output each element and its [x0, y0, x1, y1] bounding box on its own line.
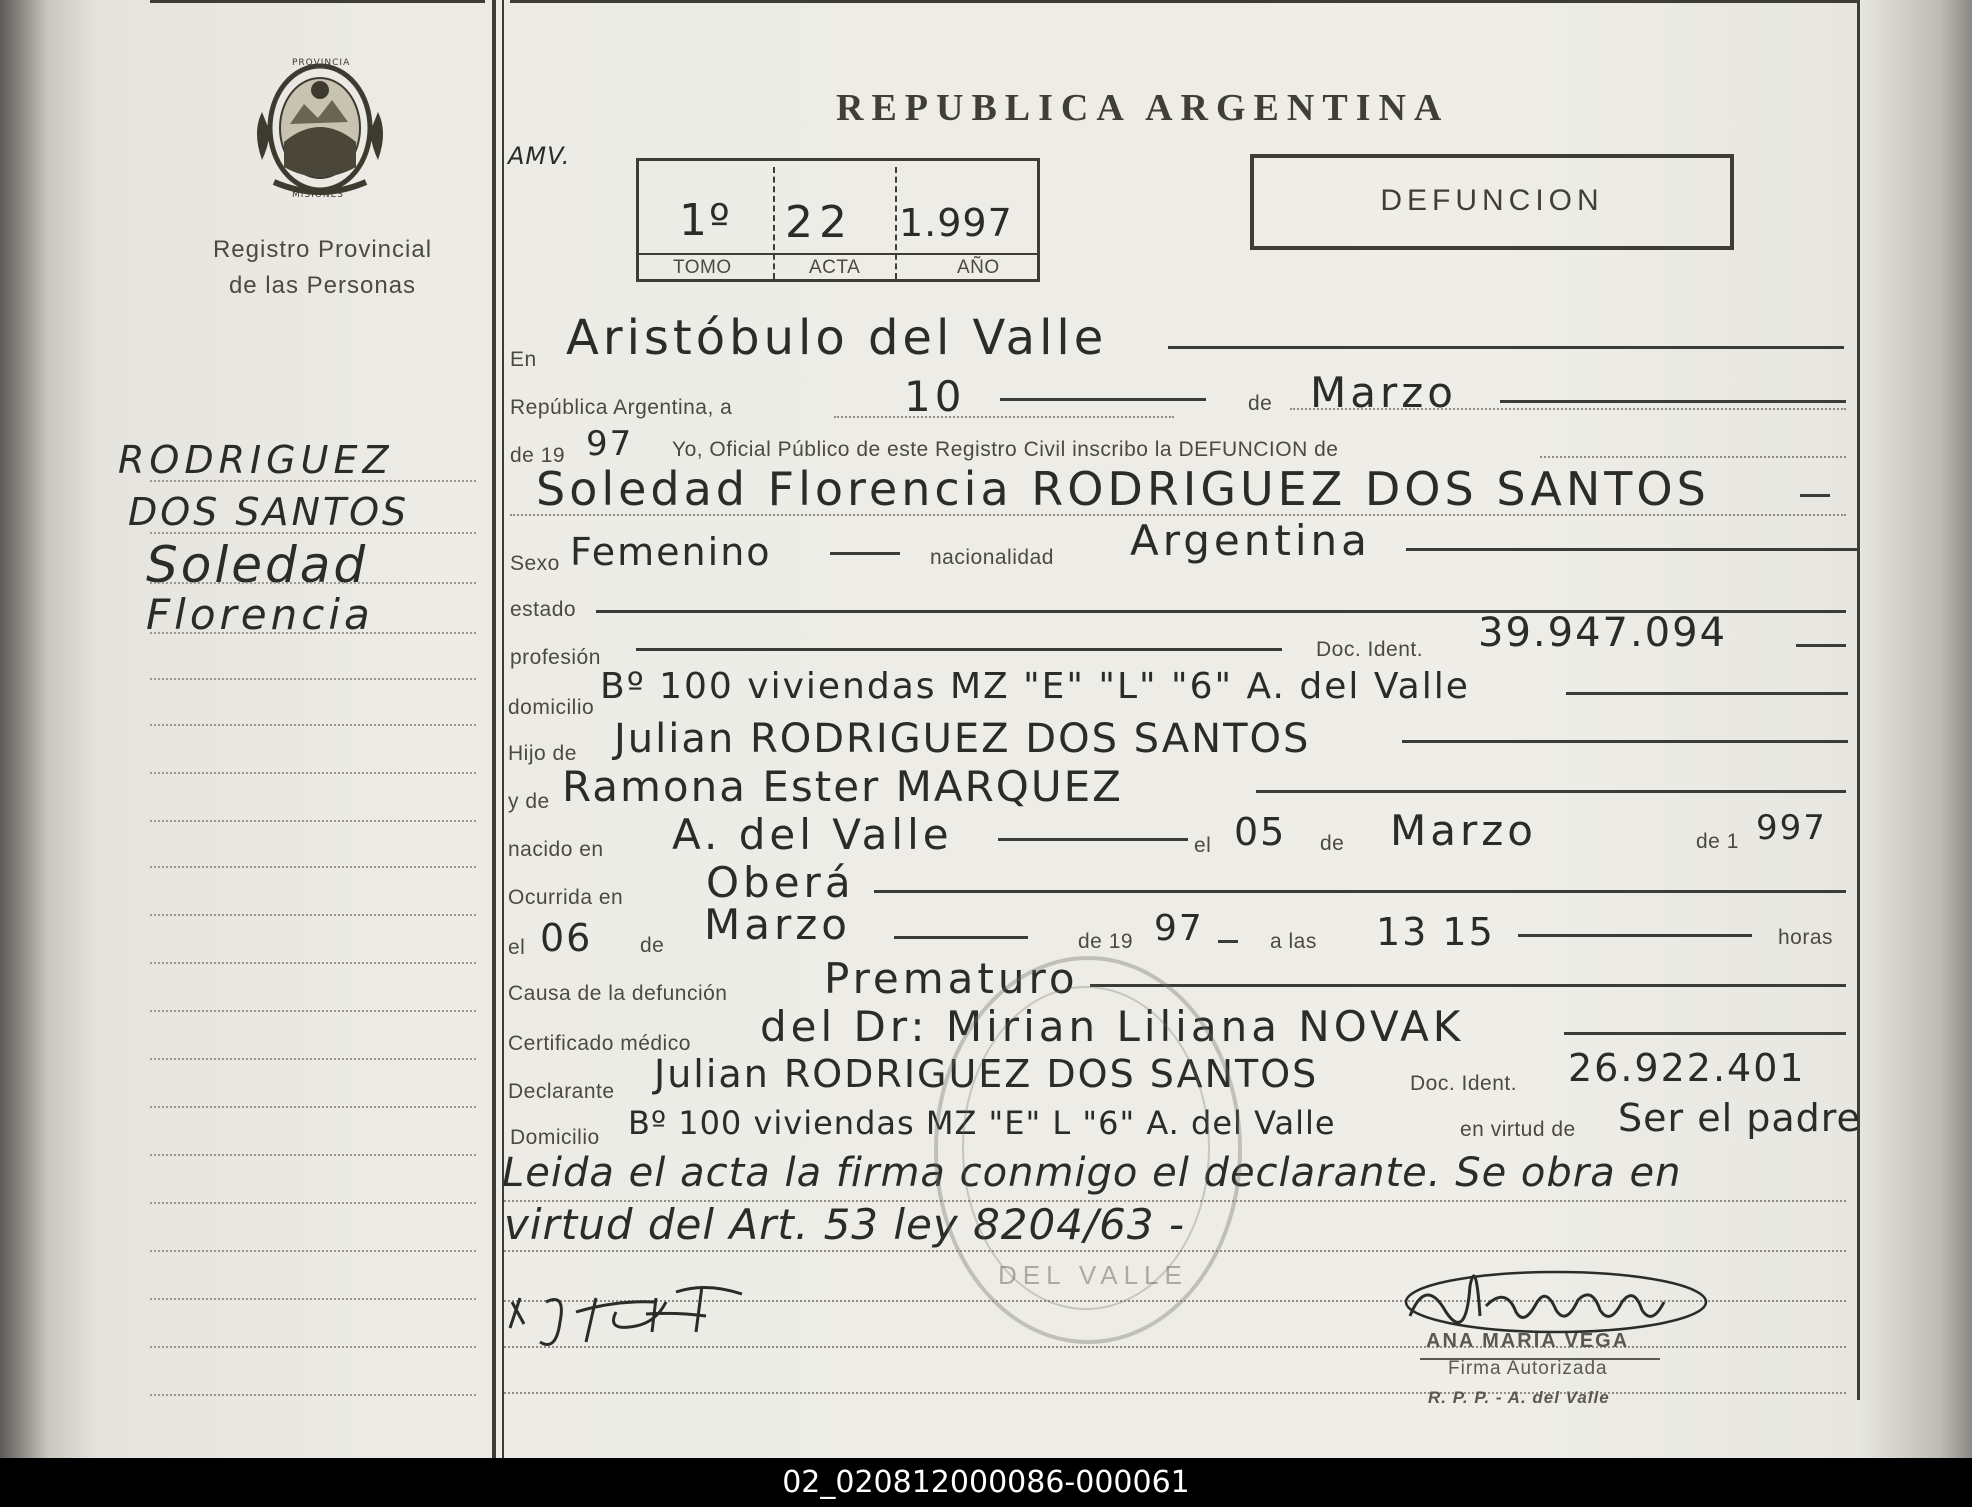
profesion-label: profesión [510, 646, 601, 669]
virtud-label: en virtud de [1460, 1118, 1576, 1141]
fill-dash [1800, 494, 1830, 497]
margin-rule [150, 1202, 476, 1204]
day-value: 10 [904, 372, 966, 421]
domicilio-label: domicilio [508, 696, 595, 719]
registry-line-2: de las Personas [228, 272, 417, 299]
margin-rule [150, 1298, 476, 1300]
acta-label: ACTA [809, 257, 861, 278]
anio-value: 1.997 [899, 201, 1013, 245]
birth-de-label: de [1320, 832, 1345, 855]
de-label: de [1248, 392, 1273, 415]
margin-surname-1: RODRIGUEZ [118, 438, 394, 482]
margin-rule [150, 1058, 476, 1060]
margin-rule [150, 1154, 476, 1156]
fill-dash [1218, 940, 1238, 943]
fill-dash [1000, 398, 1206, 401]
nacido-value: A. del Valle [672, 810, 953, 859]
fill-dash [1256, 790, 1846, 793]
declarant-signature-icon [506, 1272, 756, 1362]
margin-divider [492, 0, 496, 1458]
fill-dash [894, 936, 1028, 939]
birth-year-prefix: de 1 [1696, 830, 1739, 853]
mother-name: Ramona Ester MARQUEZ [562, 762, 1123, 811]
fill-dash [636, 648, 1282, 651]
fill-dash [1500, 400, 1846, 403]
stamp-name: ANA MARIA VEGA [1426, 1330, 1630, 1352]
misiones-emblem-icon [244, 52, 396, 208]
fill-dash [1402, 740, 1848, 743]
domicilio-value: Bº 100 viviendas MZ "E" "L" "6" A. del Valle [600, 666, 1470, 707]
margin-rule [150, 962, 476, 964]
margin-rule [150, 820, 476, 822]
alas-label: a las [1270, 930, 1317, 953]
certificado-label: Certificado médico [508, 1032, 691, 1055]
margin-given-2: Florencia [146, 590, 374, 639]
nacido-label: nacido en [508, 838, 604, 861]
volume-box [636, 158, 1040, 282]
margin-rule [150, 914, 476, 916]
margin-rule [150, 480, 476, 482]
dotted-rule [504, 1392, 1846, 1394]
nacionalidad-label: nacionalidad [930, 546, 1054, 569]
ocurrida-label: Ocurrida en [508, 886, 624, 909]
margin-rule [150, 1394, 476, 1396]
margin-rule [150, 772, 476, 774]
place-value: Aristóbulo del Valle [566, 310, 1108, 366]
stamp-title: Firma Autorizada [1448, 1358, 1608, 1379]
margin-rule [150, 1250, 476, 1252]
sexo-value: Femenino [570, 530, 772, 574]
document-type-box [1250, 154, 1734, 250]
month-value: Marzo [1310, 368, 1457, 417]
fill-dash [1168, 346, 1844, 349]
margin-rule [150, 678, 476, 680]
seal-text: DEL VALLE [998, 1260, 1188, 1290]
image-id-footer: 02_020812000086-000061 [0, 1458, 1972, 1507]
top-border-right [510, 0, 1860, 3]
en-label: En [510, 348, 537, 371]
ocurrida-value: Oberá [706, 858, 855, 907]
dotted-rule [1540, 456, 1846, 458]
round-seal [934, 956, 1242, 1344]
top-border-left [150, 0, 485, 3]
declarante-label: Declarante [508, 1080, 615, 1103]
sexo-label: Sexo [510, 552, 560, 575]
death-year-value: 97 [1154, 908, 1204, 949]
doc-ident-value: 39.947.094 [1478, 610, 1728, 656]
declarante-doc-label: Doc. Ident. [1410, 1072, 1518, 1095]
death-el-label: el [508, 936, 526, 959]
right-border [1857, 0, 1860, 1400]
el-label: el [1194, 834, 1212, 857]
fill-dash [830, 552, 900, 555]
hijo-label: Hijo de [508, 742, 577, 765]
fill-dash [998, 838, 1188, 841]
margin-rule [150, 582, 476, 584]
anio-label: AÑO [957, 257, 1000, 278]
margin-rule [150, 632, 476, 634]
margin-rule [150, 532, 476, 534]
fill-dash [874, 890, 1846, 893]
year-prefix: de 19 [510, 444, 566, 467]
declarante-value: Julian RODRIGUEZ DOS SANTOS [654, 1052, 1319, 1096]
volume-box-rule [639, 253, 1037, 255]
fill-dash [1796, 644, 1846, 647]
doc-ident-label: Doc. Ident. [1316, 638, 1424, 661]
death-year-prefix: de 19 [1078, 930, 1134, 953]
margin-rule [150, 866, 476, 868]
clerk-initials: AMV. [508, 142, 571, 170]
fill-dash [1518, 934, 1752, 937]
fill-dash [1406, 548, 1860, 551]
domicilio2-label: Domicilio [510, 1126, 600, 1149]
hour-value: 13 15 [1376, 910, 1495, 954]
year-value: 97 [586, 424, 634, 464]
yde-label: y de [508, 790, 550, 813]
emblem-top-text: PROVINCIA [292, 58, 351, 68]
birth-day: 05 [1234, 810, 1287, 854]
stamp-office: R. P. P. - A. del Valle [1428, 1388, 1610, 1407]
death-month: Marzo [704, 900, 851, 949]
virtud-value: Ser el padre [1618, 1096, 1861, 1140]
causa-label: Causa de la defunción [508, 982, 728, 1005]
volume-box-sep [773, 167, 775, 279]
acta-value: 22 [785, 197, 853, 248]
birth-year-value: 997 [1756, 808, 1827, 848]
certificado-value: del Dr: Mirian Liliana NOVAK [760, 1002, 1465, 1051]
country-title: REPUBLICA ARGENTINA [836, 87, 1450, 129]
nacionalidad-value: Argentina [1130, 516, 1371, 565]
note-line-1: Leida el acta la firma conmigo el declarante. Se obra en [502, 1150, 1682, 1196]
declarante-doc-value: 26.922.401 [1568, 1046, 1806, 1090]
document-type: DEFUNCION [1380, 184, 1604, 217]
statement-text: Yo, Oficial Público de este Registro Civil inscribo la DEFUNCION de [672, 438, 1339, 461]
margin-rule [150, 1346, 476, 1348]
margin-surname-2: DOS SANTOS [128, 490, 410, 534]
horas-label: horas [1778, 926, 1834, 949]
margin-rule [150, 1010, 476, 1012]
fill-dash [1564, 1032, 1846, 1035]
dotted-rule [834, 416, 1174, 418]
republica-label: República Argentina, a [510, 396, 733, 419]
birth-month: Marzo [1390, 806, 1537, 855]
note-line-2: virtud del Art. 53 ley 8204/63 - [504, 1200, 1186, 1249]
deceased-name: Soledad Florencia RODRIGUEZ DOS SANTOS [536, 462, 1710, 516]
margin-given-1: Soledad [146, 536, 369, 594]
registry-line-1: Registro Provincial [212, 236, 433, 263]
fill-dash [1566, 692, 1848, 695]
domicilio2-value: Bº 100 viviendas MZ "E" L "6" A. del Valle [628, 1104, 1336, 1142]
estado-label: estado [510, 598, 577, 621]
margin-rule [150, 724, 476, 726]
father-name: Julian RODRIGUEZ DOS SANTOS [614, 716, 1311, 762]
margin-rule [150, 1106, 476, 1108]
death-day: 06 [540, 916, 593, 960]
causa-value: Prematuro [824, 954, 1079, 1003]
fill-dash [1090, 984, 1846, 987]
tomo-label: TOMO [673, 257, 732, 278]
volume-box-sep [895, 167, 897, 279]
emblem-bottom-text: MISIONES [292, 190, 345, 200]
death-de-label: de [640, 934, 665, 957]
tomo-value: 1º [679, 195, 732, 246]
